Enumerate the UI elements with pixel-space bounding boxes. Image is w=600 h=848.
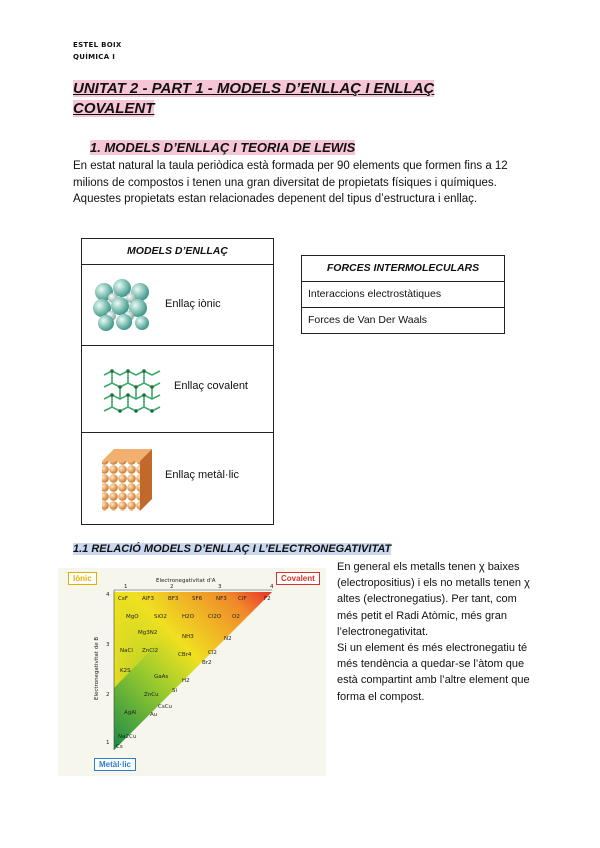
y-axis-title: Electronegativitat de B — [94, 636, 100, 700]
compound-label: AgAl — [124, 710, 137, 716]
compound-label: CBr4 — [178, 652, 192, 658]
model-label-covalent: Enllaç covalent — [174, 380, 248, 392]
compound-label: NaCl — [120, 648, 133, 654]
electronegativity-paragraph-1: En general els metalls tenen χ baixes (electropositius) i els no metalls tenen χ altes (electronegatius). Per tant, com més petit el Radi Atòmic, més gran l’electronegativitat. — [337, 561, 530, 638]
compound-label: Na2Cu — [118, 734, 137, 740]
compound-label: ZnCl2 — [142, 648, 159, 654]
compound-label: SiO2 — [154, 614, 167, 620]
models-table — [81, 238, 274, 525]
compound-label: MgO — [126, 614, 139, 620]
compound-label: BF3 — [168, 596, 179, 602]
compound-label: H2O — [182, 614, 194, 620]
compound-label: AlF3 — [142, 596, 154, 602]
table-row-covalent — [82, 346, 273, 433]
compound-label: K2S — [120, 668, 131, 674]
section-heading-1: 1. MODELS D’ENLLAÇ I TEORIA DE LEWIS — [90, 140, 356, 155]
section-heading-1-1: 1.1 RELACIÓ MODELS D’ENLLAÇ I L’ELECTRONEGATIVITAT — [73, 543, 392, 555]
table-row-metallic — [82, 433, 273, 524]
compound-label: Au — [150, 712, 158, 718]
forces-row-van-der-waals: Forces de Van Der Waals — [308, 314, 428, 326]
covalent-tag: Covalent — [276, 572, 320, 585]
y-tick-3: 3 — [106, 642, 110, 648]
y-tick-1: 1 — [106, 740, 110, 746]
compound-label: Cl2O — [208, 614, 222, 620]
y-tick-4: 4 — [106, 592, 110, 598]
compound-label: CsCu — [158, 704, 173, 710]
x-tick-1: 1 — [124, 584, 128, 590]
forces-table-header: FORCES INTERMOLECULARS — [302, 256, 504, 282]
header-subject: QUÍMICA I — [73, 53, 116, 61]
metallic-tag: Metàl·lic — [94, 758, 136, 771]
metallic-lattice-illustration — [100, 447, 154, 513]
compound-label: Cs — [116, 744, 123, 750]
compound-label: Br2 — [202, 660, 212, 666]
compound-label: Mg3N2 — [138, 630, 158, 636]
compound-label: SF6 — [192, 596, 203, 602]
compound-label: O2 — [232, 614, 240, 620]
covalent-network-illustration — [100, 367, 164, 417]
model-label-ionic: Enllaç iònic — [165, 298, 221, 310]
electronegativity-paragraph-2: Si un element és més electronegatiu té més tendència a quedar-se l’àtom que està compartint amb l’altre element que forma el compost. — [337, 642, 530, 703]
compound-label: CsF — [118, 596, 128, 602]
compound-label: Si — [172, 688, 178, 694]
compound-label: ClF — [238, 596, 247, 602]
compound-label: GaAs — [154, 674, 169, 680]
compound-label: Cl2 — [208, 650, 217, 656]
ionic-lattice-illustration — [92, 278, 154, 332]
ionic-tag: Iònic — [68, 572, 97, 585]
compound-label: H2 — [182, 678, 190, 684]
x-tick-2: 2 — [170, 584, 174, 590]
compound-label: F2 — [264, 596, 271, 602]
page-title: UNITAT 2 - PART 1 - MODELS D’ENLLAÇ I ENLLAÇ COVALENT — [73, 80, 435, 117]
compound-label: ZnCu — [144, 692, 159, 698]
compound-label: N2 — [224, 636, 232, 642]
compound-label: NF3 — [216, 596, 227, 602]
intro-paragraph: En estat natural la taula periòdica està formada per 90 elements que formen fins a 12 milions de compostos i tenen una gran diversitat de propietats físiques i químiques. Aquestes propietats estan relacionades depenent del tipus d’estructura i enllaç. — [73, 160, 508, 205]
x-axis-title: Electronegativitat d'A — [156, 578, 216, 584]
forces-row-electrostatic: Interaccions electrostàtiques — [302, 282, 504, 308]
compound-label: NH3 — [182, 634, 194, 640]
x-tick-4: 4 — [270, 584, 274, 590]
forces-table — [301, 255, 505, 334]
bond-triangle-diagram — [58, 568, 326, 776]
models-table-header: MODELS D’ENLLAÇ — [82, 239, 273, 265]
model-label-metallic: Enllaç metàl·lic — [165, 469, 239, 481]
electronegativity-text — [337, 559, 532, 705]
header-author: ESTEL BOIX — [73, 41, 122, 49]
x-tick-3: 3 — [218, 584, 222, 590]
table-row-ionic — [82, 265, 273, 346]
y-tick-2: 2 — [106, 692, 110, 698]
